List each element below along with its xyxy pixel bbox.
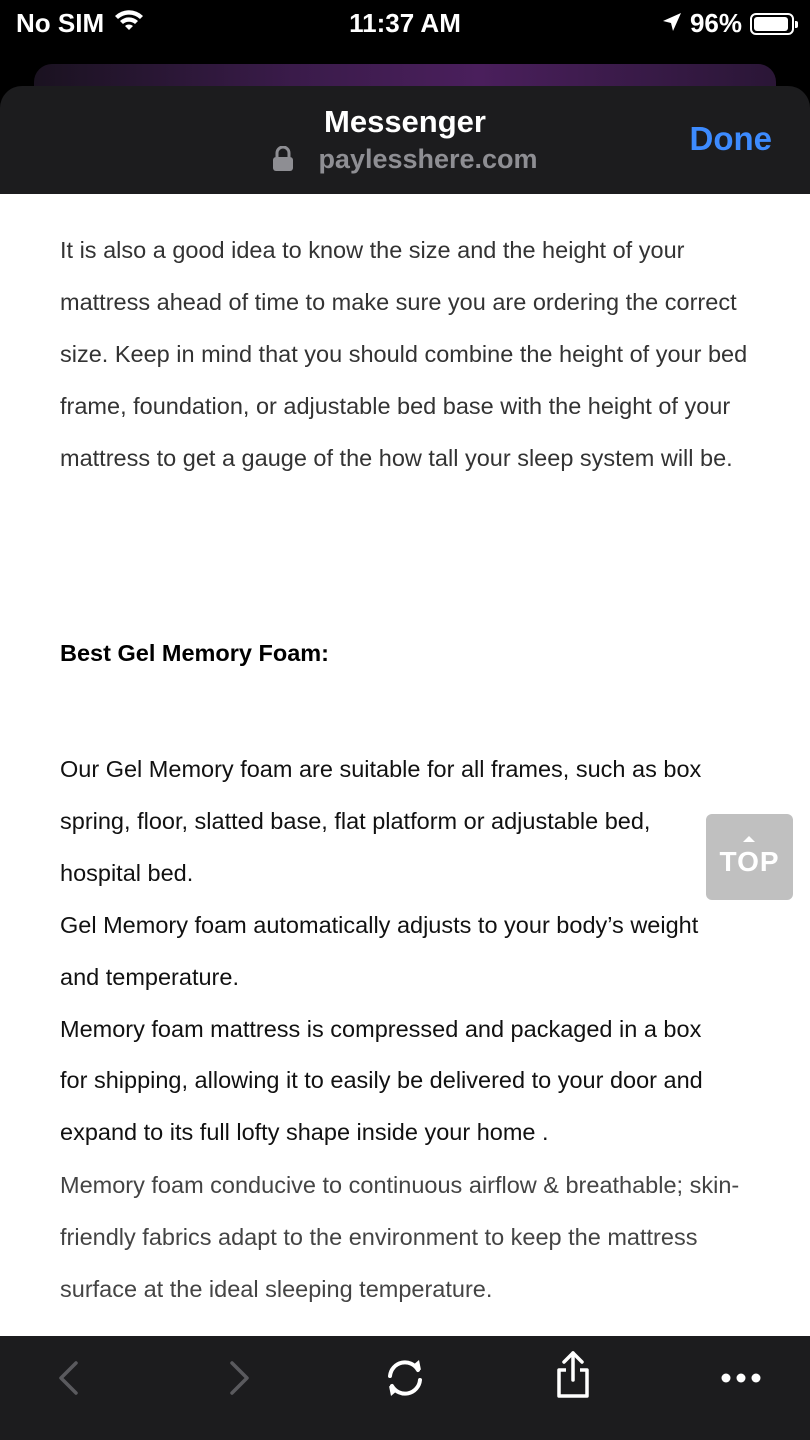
intro-paragraph: It is also a good idea to know the size and the height of your mattress ahead of time to make sure you are ordering the correct size. Keep in mind that you should combine the height of your bed frame, foundation, or adjustable bed base with the height of your mattress to get a gauge of the how tall your sleep system will be.: [60, 237, 748, 471]
forward-icon: [228, 1360, 252, 1401]
back-icon: [56, 1360, 80, 1401]
browser-header: [0, 86, 810, 194]
refresh-button[interactable]: [380, 1360, 430, 1400]
share-button[interactable]: [552, 1352, 594, 1402]
top-label: TOP: [719, 846, 780, 877]
status-bar: [0, 0, 810, 46]
browser-toolbar: [0, 1336, 810, 1440]
page-content: [0, 194, 810, 1336]
lock-icon: [272, 146, 294, 179]
back-button[interactable]: [52, 1360, 84, 1400]
more-icon: [720, 1371, 762, 1389]
clock: 11:37 AM: [349, 8, 461, 38]
share-icon: [553, 1350, 593, 1405]
paragraph-adjusts: Gel Memory foam automatically adjusts to your body’s weight and temperature.: [60, 911, 699, 990]
location-icon: [662, 8, 682, 39]
section-heading: Best Gel Memory Foam:: [60, 640, 330, 666]
paragraph-shipping: Memory foam mattress is compressed and packaged in a box for shipping, allowing it to easily be delivered to your door and expand to its full lofty shape inside your home .: [60, 1015, 703, 1146]
battery-icon: [750, 13, 794, 35]
paragraph-airflow-text: Memory foam conducive to continuous airflow & breathable; skin-friendly fabrics adapt to the environment to keep the mattress surface at the ideal sleeping temperature.: [60, 1172, 740, 1302]
more-button[interactable]: [718, 1360, 764, 1400]
done-button[interactable]: Done: [689, 120, 772, 157]
refresh-icon: [382, 1358, 428, 1403]
forward-button[interactable]: [224, 1360, 256, 1400]
scroll-to-top-button[interactable]: [706, 814, 793, 900]
page-title: Messenger: [324, 104, 486, 139]
paragraph-frames: Our Gel Memory foam are suitable for all frames, such as box spring, floor, slatted base, flat platform or adjustable bed, hospital bed.: [60, 756, 702, 886]
up-arrow-icon: [743, 836, 755, 842]
url-bar[interactable]: [0, 144, 810, 179]
battery-percent: 96%: [689, 8, 742, 38]
carrier-label: No SIM: [16, 8, 105, 38]
status-right: [662, 8, 794, 39]
url-text: paylesshere.com: [318, 144, 538, 174]
paragraph-airflow: [60, 1160, 760, 1316]
body-text: [60, 744, 710, 1159]
